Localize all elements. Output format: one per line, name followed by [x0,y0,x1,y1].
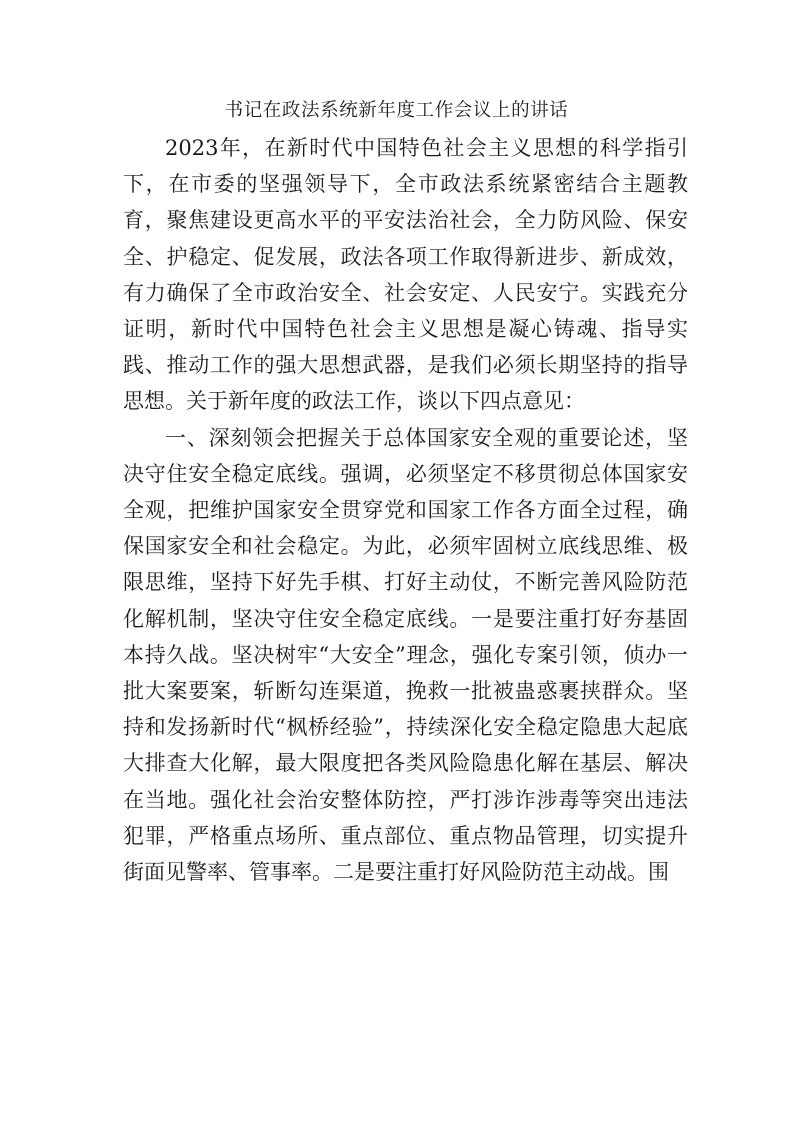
document-title: 书记在政法系统新年度工作会议上的讲话 [224,100,569,121]
paragraph-section-one: 一、深刻领会把握关于总体国家安全观的重要论述，坚决守住安全稳定底线。强调，必须坚定不移贯彻总体国家安全观，把维护国家安全贯穿党和国家工作各方面全过程，确保国家安全和社会稳定。为此，必须牢固树立底线思维、极限思维，坚持下好先手棋、打好主动仗，不断完善风险防范化解机制，坚决守住安全稳定底线。一是要注重打好夯基固本持久战。坚决树牢“大安全”理念，强化专案引领，侦办一批大案要案，斩断勾连渠道，挽救一批被蛊惑裹挟群众。坚持和发扬新时代“枫桥经验”，持续深化安全稳定隐患大起底大排查大化解，最大限度把各类风险隐患化解在基层、解决在当地。强化社会治安整体防控，严打涉诈涉毒等突出违法犯罪，严格重点场所、重点部位、重点物品管理，切实提升街面见警率、管事率。二是要注重打好风险防范主动战。围 [123,425,688,885]
document-body [123,130,688,890]
paragraph-intro: 2023年，在新时代中国特色社会主义思想的科学指引下，在市委的坚强领导下，全市政法系统紧密结合主题教育，聚焦建设更高水平的平安法治社会，全力防风险、保安全、护稳定、促发展，政法各项工作取得新进步、新成效，有力确保了全市政治安全、社会安定、人民安宁。实践充分证明，新时代中国特色社会主义思想是凝心铸魂、指导实践、推动工作的强大思想武器，是我们必须长期坚持的指导思想。关于新年度的政法工作，谈以下四点意见： [123,136,688,414]
